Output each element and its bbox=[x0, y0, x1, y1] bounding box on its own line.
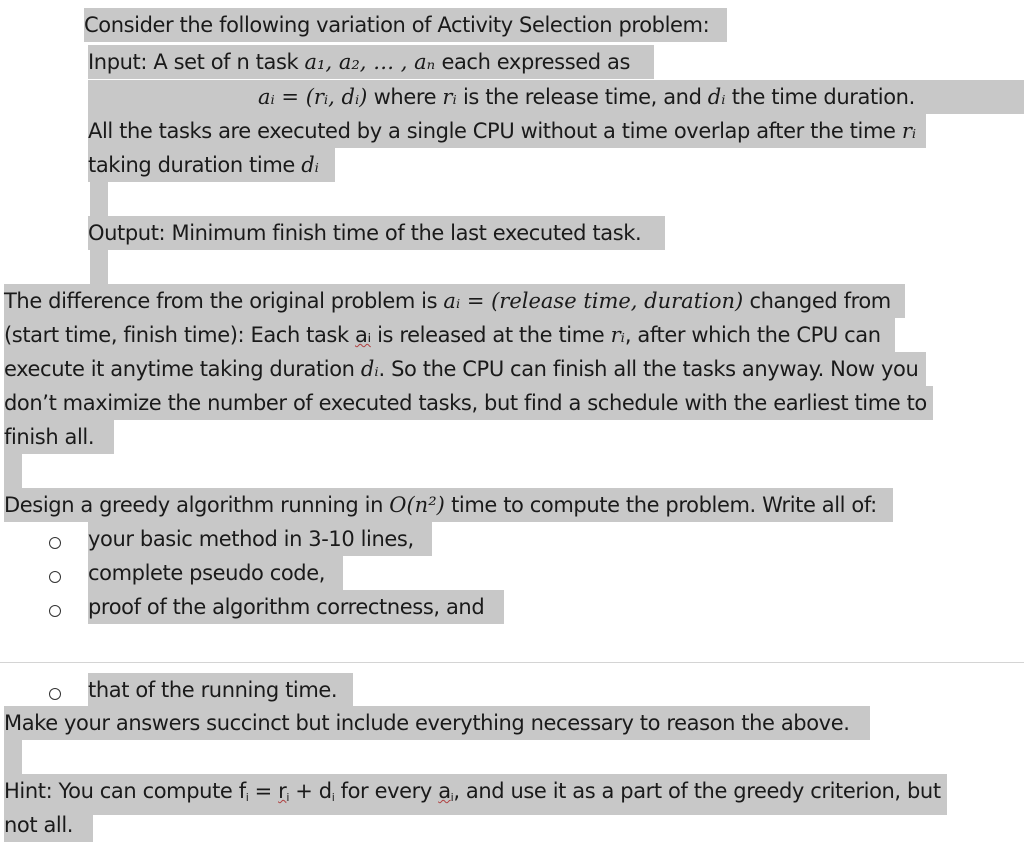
difference-line-2: (start time, finish time): Each task aᵢ is released at the time rᵢ, after which the CPU can bbox=[4, 318, 895, 352]
bullet-circle-icon bbox=[49, 537, 61, 549]
intro-taking-line: taking duration time dᵢ bbox=[88, 148, 335, 182]
hint-line-2: not all. bbox=[4, 808, 93, 842]
intro-output-line: Output: Minimum finish time of the last executed task. bbox=[88, 216, 665, 250]
difference-line-5: finish all. bbox=[4, 420, 114, 454]
page-break-divider bbox=[0, 662, 1024, 663]
bullet-circle-icon bbox=[49, 605, 61, 617]
bullet-circle-icon bbox=[49, 571, 61, 583]
hint-line-1: Hint: You can compute fi = ri + di for every ai, and use it as a part of the greedy criterion, but bbox=[4, 774, 947, 815]
bullet-circle-icon bbox=[49, 688, 61, 700]
difference-line-4: don’t maximize the number of executed tasks, but find a schedule with the earliest time to bbox=[4, 386, 933, 420]
highlight-gap-intro bbox=[90, 180, 108, 220]
intro-exec-line: All the tasks are executed by a single CPU without a time overlap after the time rᵢ bbox=[88, 114, 926, 148]
design-bullet-1: your basic method in 3-10 lines, bbox=[88, 522, 432, 556]
intro-title: Consider the following variation of Activity Selection problem: bbox=[84, 8, 727, 42]
design-bullet-4: that of the running time. bbox=[88, 673, 353, 707]
difference-line-3: execute it anytime taking duration dᵢ. So the CPU can finish all the tasks anyway. Now you bbox=[4, 352, 926, 386]
highlight-gap-output bbox=[90, 248, 108, 284]
intro-input-line: Input: A set of n task a₁, a₂, … , aₙ each expressed as bbox=[88, 45, 654, 79]
input-vars: a₁, a₂, … , aₙ bbox=[304, 50, 436, 74]
intro-definition-line: aᵢ = (rᵢ, dᵢ) where rᵢ is the release time, and dᵢ the time duration. bbox=[88, 80, 1024, 114]
difference-line-1: The difference from the original problem is aᵢ = (release time, duration) changed from bbox=[4, 284, 905, 318]
highlight-gap-difference bbox=[4, 452, 22, 488]
design-bullet-2: complete pseudo code, bbox=[88, 556, 343, 590]
design-bullet-3: proof of the algorithm correctness, and bbox=[88, 590, 504, 624]
design-succinct: Make your answers succinct but include everything necessary to reason the above. bbox=[4, 706, 870, 740]
design-line-1: Design a greedy algorithm running in O(n²) time to compute the problem. Write all of: bbox=[4, 488, 893, 522]
highlight-gap-succinct bbox=[4, 738, 22, 774]
